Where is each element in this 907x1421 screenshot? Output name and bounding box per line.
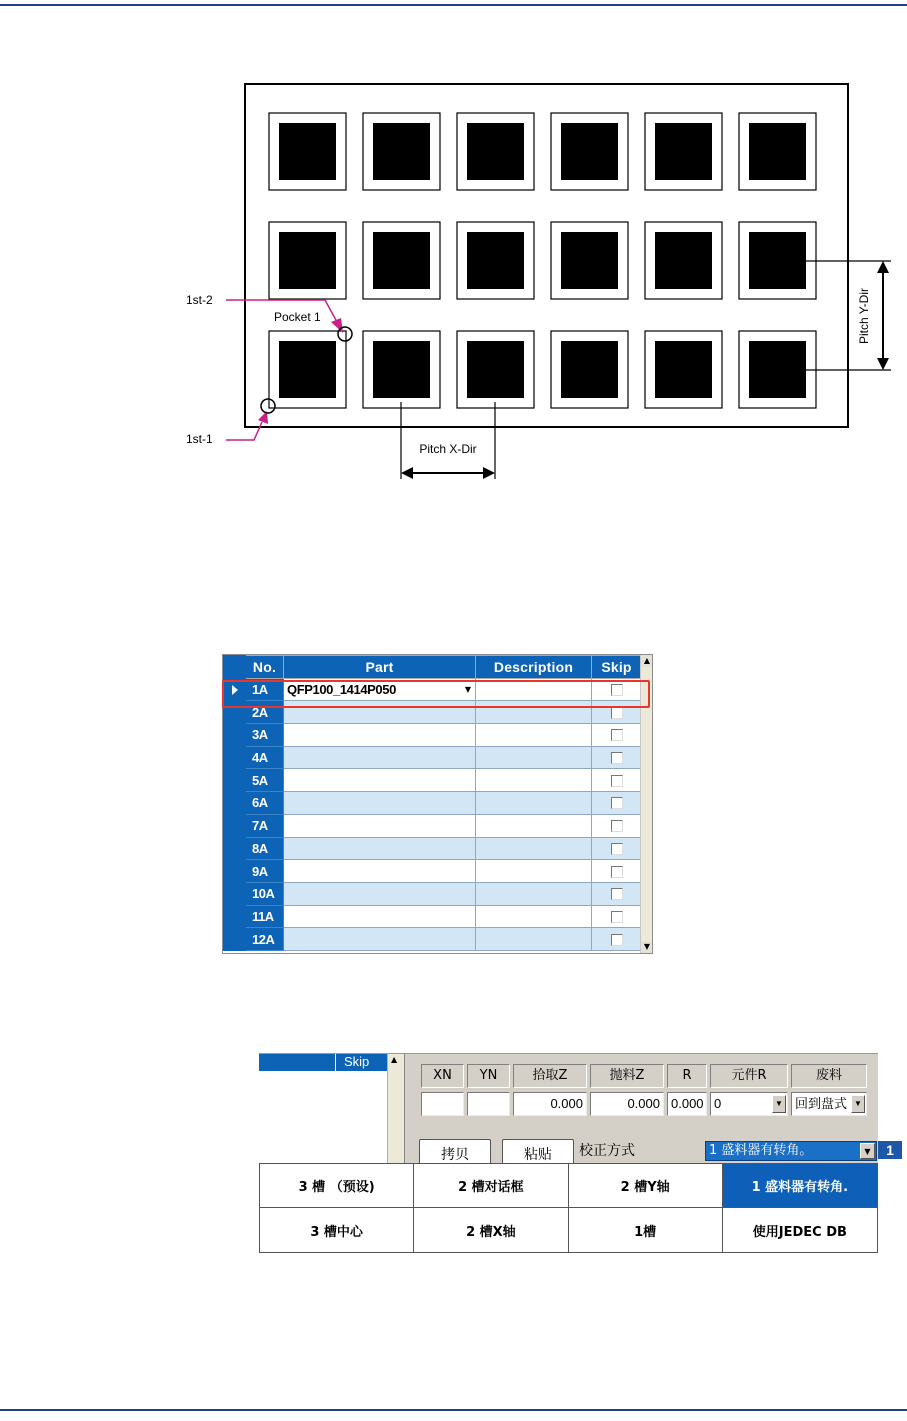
left-list-skip-header[interactable]: Skip bbox=[335, 1054, 369, 1071]
label-1st-2: 1st-2 bbox=[186, 293, 213, 307]
param-header-r: R bbox=[667, 1064, 707, 1088]
skip-checkbox[interactable] bbox=[611, 775, 623, 787]
part-value: QFP100_1414P050 bbox=[287, 682, 396, 698]
part-cell[interactable] bbox=[284, 678, 476, 701]
skip-cell bbox=[592, 678, 642, 701]
part-cell[interactable] bbox=[284, 701, 476, 724]
option-1-feeder-rotated[interactable]: 1 盛料器有转角. bbox=[723, 1164, 877, 1208]
option-3-slot-default[interactable]: 3 槽 （预设) bbox=[260, 1164, 414, 1208]
pocket-component bbox=[279, 232, 336, 289]
row-indicator[interactable] bbox=[224, 837, 246, 860]
pocket-component bbox=[467, 123, 524, 180]
skip-checkbox[interactable] bbox=[611, 752, 623, 764]
part-cell[interactable] bbox=[284, 769, 476, 792]
pocket-component bbox=[749, 123, 806, 180]
pocket-component bbox=[373, 341, 430, 398]
label-1st-1: 1st-1 bbox=[186, 432, 213, 446]
scroll-up-icon[interactable]: ▲ bbox=[641, 655, 653, 667]
copy-button[interactable]: 拷贝 bbox=[419, 1139, 491, 1165]
row-indicator[interactable] bbox=[224, 746, 246, 769]
grid-header-no[interactable]: No. bbox=[246, 656, 284, 679]
grid-scrollbar[interactable] bbox=[640, 655, 652, 953]
grid-header-skip[interactable]: Skip bbox=[592, 656, 642, 679]
description-cell[interactable] bbox=[476, 701, 592, 724]
dump-value: 回到盘式 bbox=[795, 1096, 848, 1111]
table-row[interactable] bbox=[224, 860, 642, 883]
xn-field[interactable] bbox=[421, 1092, 464, 1116]
pocket-assignment-grid bbox=[222, 654, 653, 954]
row-number: 9A bbox=[246, 860, 284, 883]
chevron-down-icon[interactable]: ▼ bbox=[851, 1095, 865, 1113]
calibration-panel bbox=[259, 1053, 878, 1163]
pitch-y-label: Pitch Y-Dir bbox=[857, 287, 871, 345]
chevron-down-icon[interactable]: ▼ bbox=[772, 1095, 786, 1113]
description-cell[interactable] bbox=[476, 746, 592, 769]
option-2-slot-y-axis[interactable]: 2 槽Y轴 bbox=[569, 1164, 723, 1208]
description-cell[interactable] bbox=[476, 837, 592, 860]
row-number: 6A bbox=[246, 792, 284, 815]
chevron-down-icon[interactable]: ▼ bbox=[464, 685, 472, 695]
skip-cell bbox=[592, 860, 642, 883]
tray-pocket-diagram bbox=[160, 70, 907, 490]
grid-header-part[interactable]: Part bbox=[284, 656, 476, 679]
table-row[interactable] bbox=[224, 814, 642, 837]
row-indicator[interactable] bbox=[224, 678, 246, 701]
skip-cell bbox=[592, 882, 642, 905]
part-cell[interactable] bbox=[284, 746, 476, 769]
part-r-select[interactable] bbox=[710, 1092, 788, 1116]
skip-checkbox[interactable] bbox=[611, 684, 623, 696]
skip-cell bbox=[592, 814, 642, 837]
part-r-value: 0 bbox=[714, 1096, 722, 1111]
row-indicator[interactable] bbox=[224, 724, 246, 747]
grid-header-indicator bbox=[224, 656, 246, 679]
pitch-x-label: Pitch X-Dir bbox=[419, 442, 477, 456]
calibration-method-value: 1 盛料器有转角。 bbox=[709, 1143, 813, 1158]
table-row[interactable] bbox=[224, 928, 642, 951]
table-row[interactable] bbox=[224, 792, 642, 815]
option-2-slot-dialog[interactable]: 2 槽对话框 bbox=[414, 1164, 568, 1208]
part-cell[interactable] bbox=[284, 928, 476, 951]
part-cell[interactable] bbox=[284, 837, 476, 860]
r-field[interactable]: 0.000 bbox=[667, 1092, 707, 1116]
param-header-dump-z: 抛料Z bbox=[590, 1064, 664, 1088]
callout-badge: 1 bbox=[878, 1141, 902, 1159]
description-cell[interactable] bbox=[476, 792, 592, 815]
pitch-y-arrowhead-bottom bbox=[877, 358, 889, 370]
skip-cell bbox=[592, 724, 642, 747]
option-use-jedec-db[interactable]: 使用JEDEC DB bbox=[752, 1224, 847, 1240]
row-number: 11A bbox=[246, 905, 284, 928]
pocket-component bbox=[655, 123, 712, 180]
pitch-y-arrowhead-top bbox=[877, 261, 889, 273]
pocket-component bbox=[467, 341, 524, 398]
grid-header-description[interactable]: Description bbox=[476, 656, 592, 679]
description-cell[interactable] bbox=[476, 882, 592, 905]
description-cell[interactable] bbox=[476, 928, 592, 951]
bottom-rule bbox=[0, 1409, 907, 1411]
skip-checkbox[interactable] bbox=[611, 820, 623, 832]
description-cell[interactable] bbox=[476, 814, 592, 837]
description-cell[interactable] bbox=[476, 678, 592, 701]
param-header-dump: 废料 bbox=[791, 1064, 867, 1088]
description-cell[interactable] bbox=[476, 905, 592, 928]
scroll-down-icon[interactable]: ▼ bbox=[641, 941, 653, 953]
row-number: 12A bbox=[246, 928, 284, 951]
left-list-scrollbar[interactable] bbox=[387, 1054, 405, 1164]
pick-z-field[interactable]: 0.000 bbox=[513, 1092, 587, 1116]
label-pocket-1: Pocket 1 bbox=[274, 310, 321, 324]
skip-cell bbox=[592, 905, 642, 928]
pocket-component bbox=[561, 341, 618, 398]
dump-z-field[interactable]: 0.000 bbox=[590, 1092, 664, 1116]
part-cell[interactable] bbox=[284, 792, 476, 815]
skip-checkbox[interactable] bbox=[611, 797, 623, 809]
skip-checkbox[interactable] bbox=[611, 729, 623, 741]
skip-cell bbox=[592, 928, 642, 951]
table-row[interactable] bbox=[224, 837, 642, 860]
param-header-part-r: 元件R bbox=[710, 1064, 788, 1088]
chevron-down-icon[interactable]: ▼ bbox=[860, 1143, 875, 1159]
calibration-method-select[interactable] bbox=[705, 1141, 877, 1161]
row-indicator[interactable] bbox=[224, 792, 246, 815]
table-row[interactable] bbox=[224, 905, 642, 928]
table-row[interactable] bbox=[224, 724, 642, 747]
row-number: 4A bbox=[246, 746, 284, 769]
paste-button[interactable]: 粘贴 bbox=[502, 1139, 574, 1165]
option-1-slot[interactable]: 1槽 bbox=[569, 1208, 723, 1252]
skip-cell bbox=[592, 701, 642, 724]
row-indicator[interactable] bbox=[224, 701, 246, 724]
row-indicator[interactable] bbox=[224, 860, 246, 883]
part-cell[interactable] bbox=[284, 814, 476, 837]
yn-field[interactable] bbox=[467, 1092, 510, 1116]
row-indicator[interactable] bbox=[224, 928, 246, 951]
description-cell[interactable] bbox=[476, 769, 592, 792]
pocket-params bbox=[421, 1064, 873, 1124]
grid-table bbox=[223, 655, 642, 951]
param-header-xn: XN bbox=[421, 1064, 464, 1088]
skip-cell bbox=[592, 837, 642, 860]
skip-checkbox[interactable] bbox=[611, 911, 623, 923]
table-row[interactable] bbox=[224, 678, 642, 701]
table-row[interactable] bbox=[224, 746, 642, 769]
pocket-component bbox=[655, 341, 712, 398]
row-indicator[interactable] bbox=[224, 882, 246, 905]
pitch-x-arrowhead-right bbox=[483, 467, 495, 479]
pocket-component bbox=[467, 232, 524, 289]
skip-checkbox[interactable] bbox=[611, 843, 623, 855]
part-cell[interactable] bbox=[284, 724, 476, 747]
param-header-pick-z: 拾取Z bbox=[513, 1064, 587, 1088]
param-header-yn: YN bbox=[467, 1064, 510, 1088]
part-cell[interactable] bbox=[284, 905, 476, 928]
pocket-component bbox=[561, 232, 618, 289]
pocket-component bbox=[373, 232, 430, 289]
left-list-pane bbox=[259, 1054, 387, 1164]
row-number: 10A bbox=[246, 882, 284, 905]
row-indicator[interactable] bbox=[224, 814, 246, 837]
row-number: 2A bbox=[246, 701, 284, 724]
dump-select[interactable] bbox=[791, 1092, 867, 1116]
pocket-component bbox=[749, 341, 806, 398]
part-cell[interactable] bbox=[284, 860, 476, 883]
skip-checkbox[interactable] bbox=[611, 866, 623, 878]
part-select[interactable] bbox=[284, 679, 475, 701]
row-number: 8A bbox=[246, 837, 284, 860]
scroll-up-icon[interactable]: ▲ bbox=[391, 1055, 398, 1064]
part-cell[interactable] bbox=[284, 882, 476, 905]
description-cell[interactable] bbox=[476, 860, 592, 883]
current-row-icon bbox=[232, 685, 238, 695]
row-number: 1A bbox=[246, 678, 284, 701]
row-number: 3A bbox=[246, 724, 284, 747]
pocket-component bbox=[279, 123, 336, 180]
skip-checkbox[interactable] bbox=[611, 888, 623, 900]
grid-body bbox=[224, 678, 642, 950]
pocket-component bbox=[749, 232, 806, 289]
calibration-options-list bbox=[259, 1163, 878, 1253]
calibration-method-label: 校正方式 bbox=[579, 1143, 635, 1159]
pocket-component bbox=[373, 123, 430, 180]
pocket-component bbox=[561, 123, 618, 180]
row-number: 7A bbox=[246, 814, 284, 837]
table-row[interactable] bbox=[224, 701, 642, 724]
table-row[interactable] bbox=[224, 769, 642, 792]
row-indicator[interactable] bbox=[224, 769, 246, 792]
row-number: 5A bbox=[246, 769, 284, 792]
param-header-row bbox=[421, 1064, 873, 1088]
skip-checkbox[interactable] bbox=[611, 707, 623, 719]
pocket-component bbox=[279, 341, 336, 398]
skip-cell bbox=[592, 769, 642, 792]
skip-checkbox[interactable] bbox=[611, 934, 623, 946]
table-row[interactable] bbox=[224, 882, 642, 905]
param-value-row bbox=[421, 1092, 873, 1116]
skip-cell bbox=[592, 746, 642, 769]
description-cell[interactable] bbox=[476, 724, 592, 747]
pocket-component bbox=[655, 232, 712, 289]
top-rule bbox=[0, 4, 907, 6]
pitch-x-arrowhead-left bbox=[401, 467, 413, 479]
skip-cell bbox=[592, 792, 642, 815]
option-3-slot-center[interactable]: 3 槽中心 bbox=[260, 1208, 414, 1252]
row-indicator[interactable] bbox=[224, 905, 246, 928]
option-2-slot-x-axis[interactable]: 2 槽X轴 bbox=[414, 1208, 568, 1252]
